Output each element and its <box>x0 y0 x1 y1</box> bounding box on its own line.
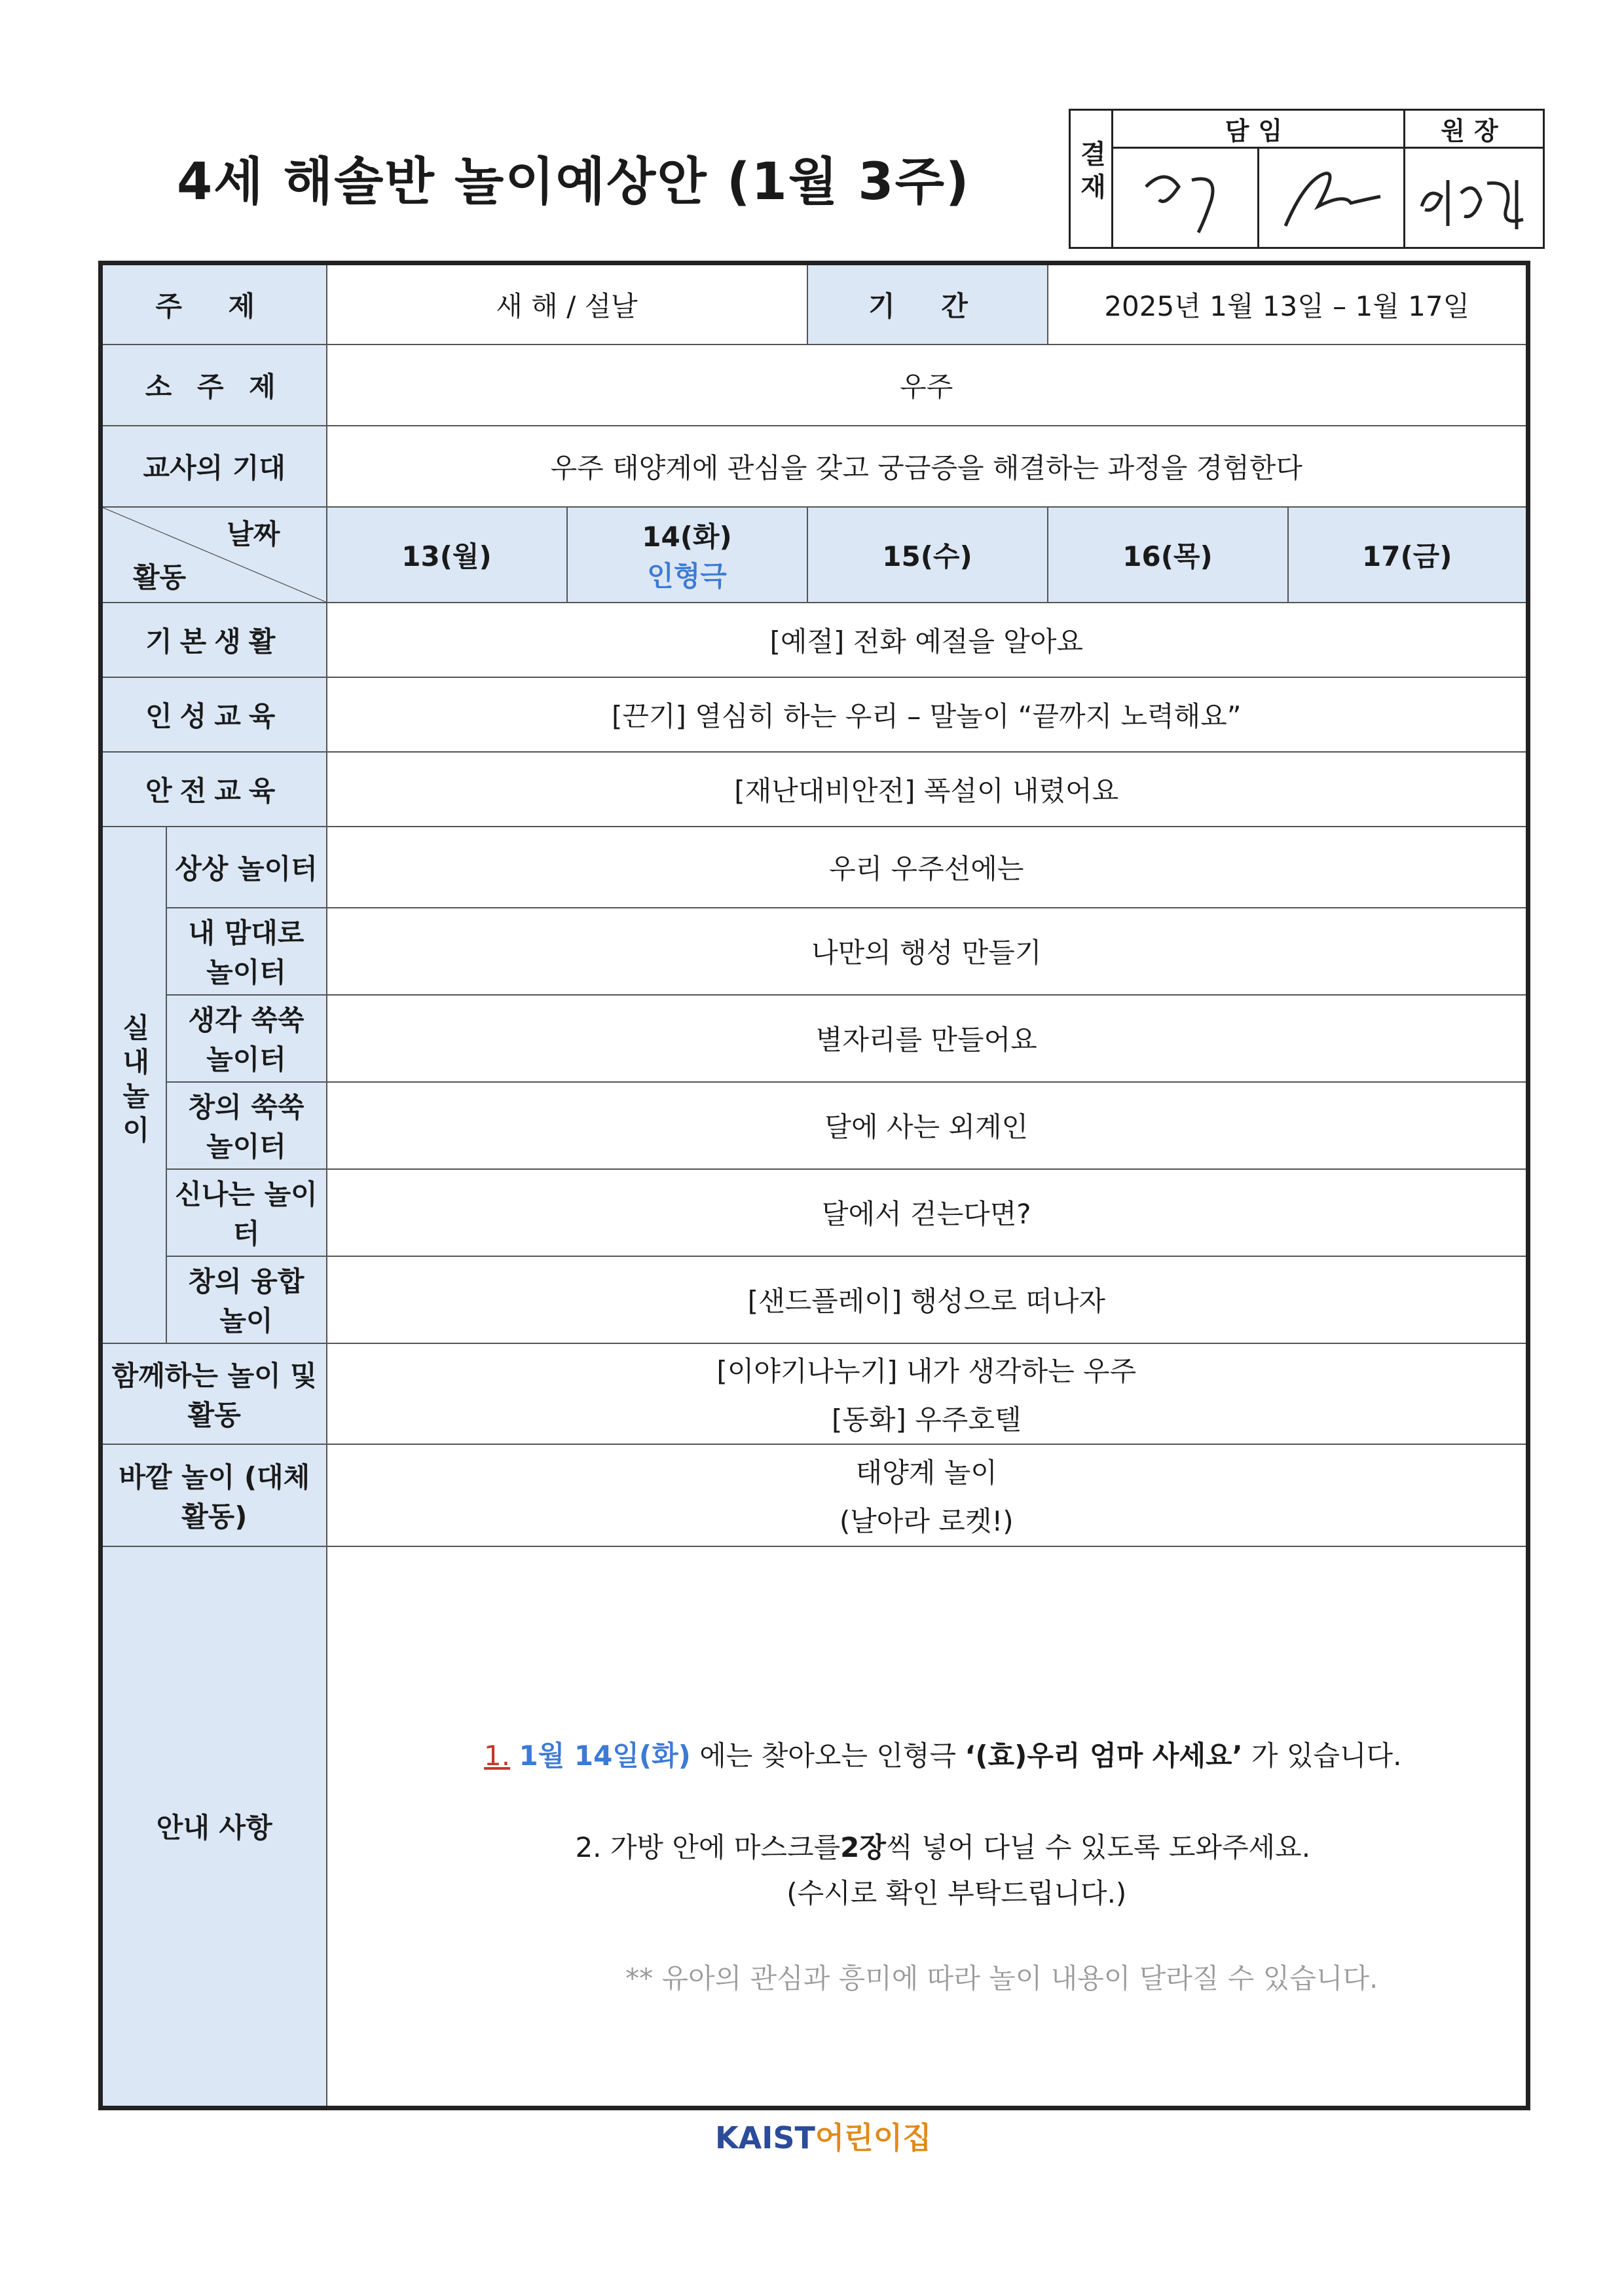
indoor-area-name: 신나는 놀이터 <box>166 1169 327 1256</box>
character-edu-value: [끈기] 열심히 하는 우리 – 말놀이 “끝까지 노력해요” <box>327 677 1528 752</box>
outdoor-line-1: 태양계 놀이 <box>855 1456 997 1489</box>
outdoor-value <box>327 1444 1528 1546</box>
together-line-2: [동화] 우주호텔 <box>831 1403 1022 1436</box>
day-mon: 13(월) <box>327 507 567 603</box>
together-line-1: [이야기나누기] 내가 생각하는 우주 <box>716 1354 1137 1387</box>
period-label: 기 간 <box>807 263 1048 345</box>
safety-edu-value: [재난대비안전] 폭설이 내렸어요 <box>327 752 1528 827</box>
corner-date-label: 날짜 <box>227 517 280 550</box>
approval-director-header: 원장 <box>1405 110 1544 148</box>
plan-table <box>98 261 1530 2110</box>
indoor-area-name: 생각 쑥쑥 놀이터 <box>166 995 327 1082</box>
notice-1: 1. 1월 14일(화) 에는 찾아오는 인형극 ‘(효)우리 엄마 사세요’ 가 있습니다. <box>484 1740 1402 1772</box>
page-title: 4세 해솔반 놀이예상안 (1월 3주) <box>177 153 970 212</box>
date-activity-corner <box>101 507 327 603</box>
day-thu: 16(목) <box>1048 507 1288 603</box>
approval-label: 결재 <box>1070 110 1113 248</box>
basic-life-value: [예절] 전화 예절을 알아요 <box>327 603 1528 677</box>
day-tue-event: 인형극 <box>647 559 727 592</box>
indoor-play-label: 실내놀이 <box>101 827 166 1343</box>
indoor-area-activity: 우리 우주선에는 <box>327 827 1528 908</box>
subtheme-value: 우주 <box>327 345 1528 426</box>
safety-edu-label: 안전교육 <box>101 752 327 827</box>
indoor-area-activity: 별자리를 만들어요 <box>327 995 1528 1082</box>
teacher-expectation-label: 교사의 기대 <box>101 426 327 507</box>
together-label: 함께하는 놀이 및 활동 <box>101 1343 327 1444</box>
period-value: 2025년 1월 13일 – 1월 17일 <box>1048 263 1528 345</box>
outdoor-label: 바깥 놀이 (대체 활동) <box>101 1444 327 1546</box>
indoor-area-activity: 달에서 걷는다면? <box>327 1169 1528 1256</box>
indoor-area-name: 창의 융합 놀이 <box>166 1256 327 1343</box>
indoor-area-activity: [샌드플레이] 행성으로 떠나자 <box>327 1256 1528 1343</box>
teacher-signature-2 <box>1259 148 1405 248</box>
kaist-logo: KAIST어린이집 <box>715 2120 932 2155</box>
basic-life-label: 기본생활 <box>101 603 327 677</box>
character-edu-label: 인성교육 <box>101 677 327 752</box>
indoor-area-activity: 나만의 행성 만들기 <box>327 908 1528 995</box>
day-fri: 17(금) <box>1288 507 1528 603</box>
disclaimer: ** 유아의 관심과 흥미에 따라 놀이 내용이 달라질 수 있습니다. <box>625 1962 1378 1995</box>
teacher-signature-1 <box>1113 148 1259 248</box>
indoor-area-name: 창의 쑥쑥 놀이터 <box>166 1082 327 1169</box>
subtheme-label: 소 주 제 <box>101 345 327 426</box>
indoor-area-name: 상상 놀이터 <box>166 827 327 908</box>
outdoor-line-2: (날아라 로켓!) <box>839 1504 1014 1537</box>
indoor-area-activity: 달에 사는 외계인 <box>327 1082 1528 1169</box>
theme-label: 주 제 <box>101 263 327 345</box>
corner-activity-label: 활동 <box>133 561 187 593</box>
teacher-expectation-value: 우주 태양계에 관심을 갖고 궁금증을 해결하는 과정을 경험한다 <box>327 426 1528 507</box>
together-value <box>327 1343 1528 1444</box>
approval-box <box>1069 109 1545 249</box>
day-wed: 15(수) <box>807 507 1048 603</box>
theme-value: 새 해 / 설날 <box>327 263 807 345</box>
notice-content <box>327 1546 1528 2108</box>
indoor-area-name: 내 맘대로 놀이터 <box>166 908 327 995</box>
approval-teacher-header: 담임 <box>1113 110 1405 148</box>
director-signature <box>1405 148 1544 248</box>
day-tue: 14(화) 인형극 <box>567 507 807 603</box>
notice-2-sub: (수시로 확인 부탁드립니다.) <box>786 1877 1127 1910</box>
notice-2: 2. 가방 안에 마스크를2장씩 넣어 다닐 수 있도록 도와주세요. <box>575 1831 1311 1864</box>
notice-label: 안내 사항 <box>101 1546 327 2108</box>
